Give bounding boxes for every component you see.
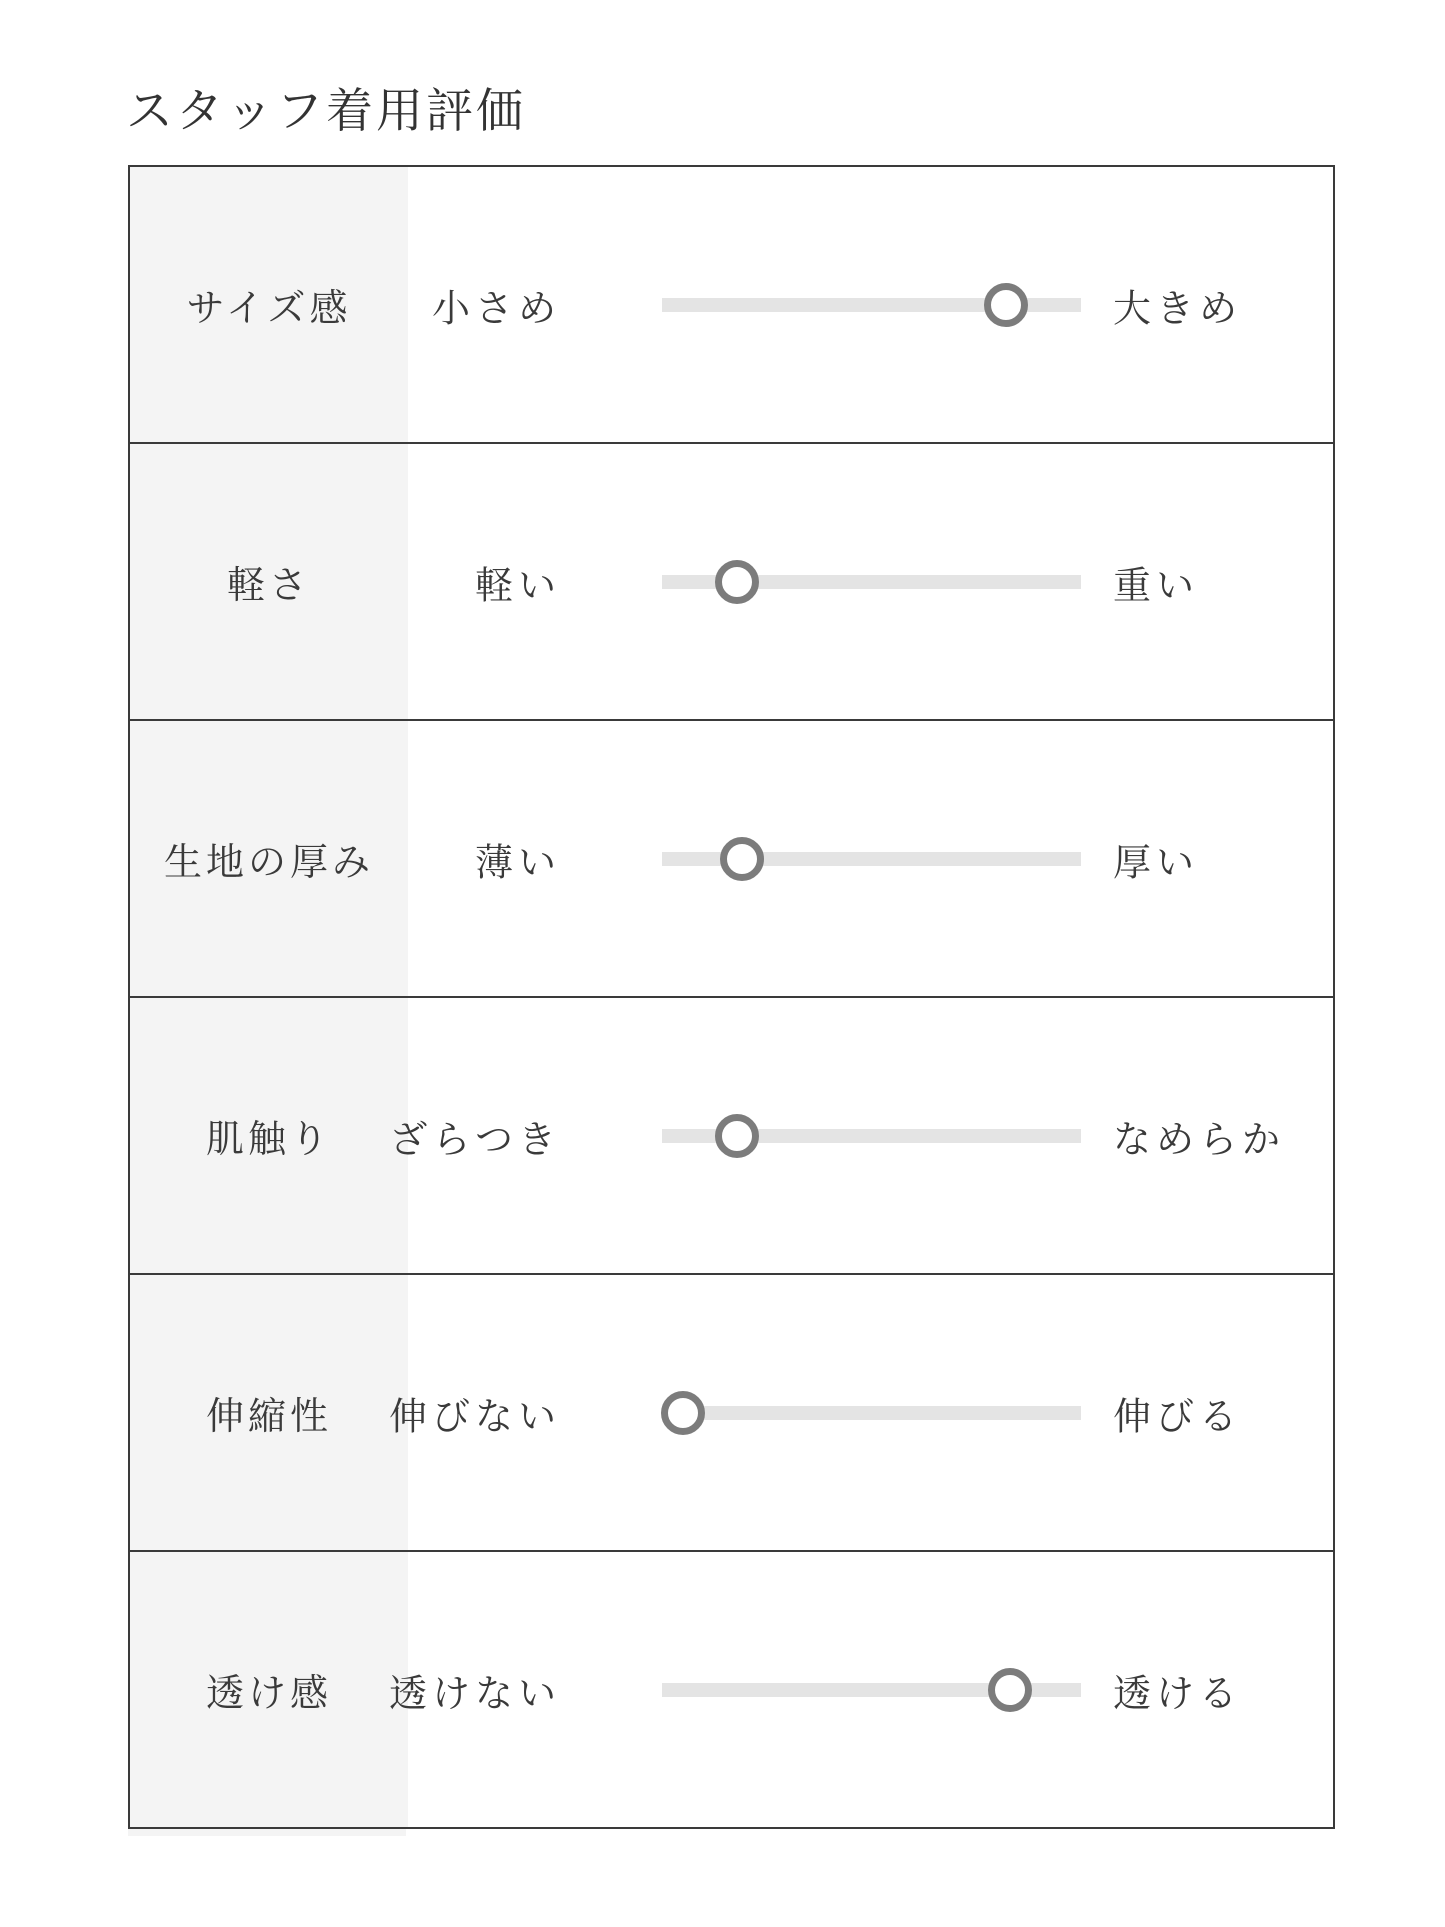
- rating-min-label: 軽い: [474, 563, 561, 607]
- rating-label-cell: [130, 998, 408, 1273]
- rating-slider-track: [662, 1683, 1081, 1697]
- rating-slider-knob: [720, 837, 764, 881]
- rating-label: 軽さ: [226, 563, 311, 607]
- rating-row-size: [130, 167, 1333, 444]
- rating-label: 生地の厚み: [163, 840, 374, 884]
- label-column-shadow: [128, 1829, 406, 1836]
- rating-slider-knob: [988, 1668, 1032, 1712]
- rating-label-cell: [130, 1552, 408, 1827]
- rating-slider-track: [662, 298, 1081, 312]
- rating-min-label: 小さめ: [431, 286, 561, 330]
- rating-label: 透け感: [205, 1671, 332, 1715]
- rating-label: 肌触り: [205, 1117, 332, 1161]
- rating-max-label: なめらか: [1113, 1117, 1286, 1161]
- rating-row-thickness: [130, 721, 1333, 998]
- rating-max-label: 重い: [1113, 563, 1200, 607]
- rating-min-label: 透けない: [388, 1671, 561, 1715]
- rating-slider-knob: [715, 1114, 759, 1158]
- rating-slider-track: [662, 575, 1081, 589]
- rating-min-label: 薄い: [474, 840, 561, 884]
- rating-label-cell: [130, 167, 408, 442]
- rating-slider-knob: [715, 560, 759, 604]
- rating-slider-knob: [661, 1391, 705, 1435]
- rating-label-cell: [130, 1275, 408, 1550]
- rating-slider-knob: [984, 283, 1028, 327]
- rating-label: 伸縮性: [205, 1394, 332, 1438]
- rating-max-label: 大きめ: [1113, 286, 1243, 330]
- rating-max-label: 厚い: [1113, 840, 1200, 884]
- rating-label-cell: [130, 444, 408, 719]
- rating-row-texture: [130, 998, 1333, 1275]
- rating-row-lightness: [130, 444, 1333, 721]
- rating-row-stretch: [130, 1275, 1333, 1552]
- rating-row-sheerness: [130, 1552, 1333, 1827]
- page-title: スタッフ着用評価: [126, 84, 526, 139]
- rating-table: [128, 165, 1335, 1829]
- rating-slider-track: [662, 1129, 1081, 1143]
- rating-min-label: 伸びない: [388, 1394, 561, 1438]
- rating-label-cell: [130, 721, 408, 996]
- rating-label: サイズ感: [186, 286, 352, 330]
- rating-slider-track: [662, 1406, 1081, 1420]
- rating-min-label: ざらつき: [389, 1117, 561, 1161]
- rating-slider-track: [662, 852, 1081, 866]
- rating-max-label: 伸びる: [1113, 1394, 1243, 1438]
- rating-max-label: 透ける: [1113, 1671, 1243, 1715]
